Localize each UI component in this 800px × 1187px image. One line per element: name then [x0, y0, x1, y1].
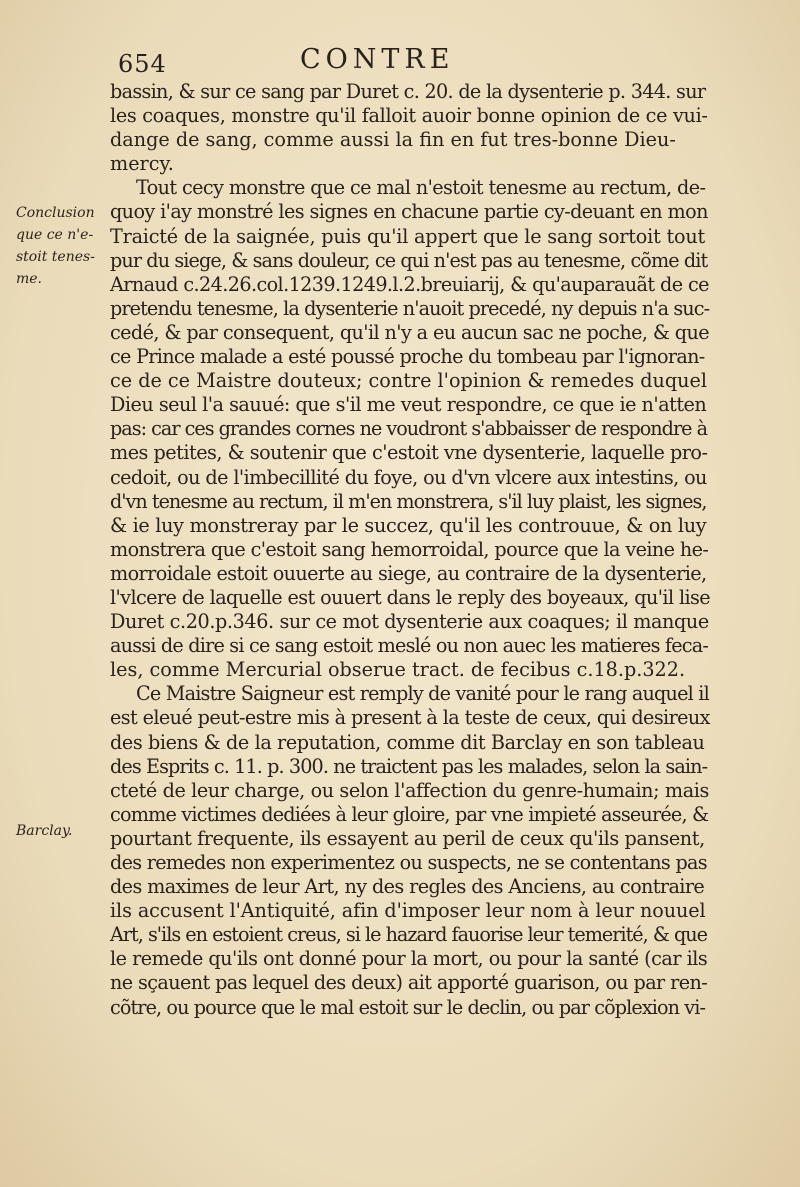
- text-line: ils accusent l'Antiquité, afin d'imposer leur nom à leur nouuel: [110, 899, 706, 923]
- text-line: bassin, & sur ce sang par Duret c. 20. de la dysenterie p. 344. sur: [110, 80, 706, 103]
- text-line: d'vn tenesme au rectum, il m'en monstrera, s'il luy plaist, les signes,: [110, 489, 707, 513]
- margin-note-line: stoit tenes-: [16, 249, 95, 265]
- text-line: ne sçauent pas lequel des deux) ait apporté guarison, ou par ren-: [110, 971, 708, 995]
- text-line: des maximes de leur Art, ny des regles des Anciens, au contraire: [110, 875, 705, 899]
- page-number: 654: [118, 50, 167, 78]
- text-line: monstrera que c'estoit sang hemorroidal, pource que la veine he-: [110, 537, 709, 561]
- text-line: pourtant frequente, ils essayent au peril de ceux qu'ils pansent,: [110, 826, 705, 850]
- text-line: Dieu seul l'a sauué: que s'il me veut respondre, ce que ie n'atten: [110, 393, 707, 417]
- paragraph-first-line: Ce Maistre Saigneur est remply de vanité pour le rang auquel il: [136, 682, 709, 706]
- text-line: des biens & de la reputation, comme dit Barclay en son tableau: [110, 730, 705, 754]
- running-head: [0, 44, 800, 84]
- text-line: comme victimes dediées à leur gloire, par vne impieté asseurée, &: [110, 802, 709, 826]
- text-line: ce de ce Maistre douteux; contre l'opinion & remedes duquel: [110, 369, 708, 393]
- text-line: Arnaud c.24.26.col.1239.1249.l.2.breuiarij, & qu'auparauãt de ce: [110, 272, 709, 296]
- text-line: & ie luy monstreray par le succez, qu'il les controuue, & on luy: [110, 513, 707, 537]
- text-line: dange de sang, comme aussi la fin en fut tres-bonne Dieu-: [110, 128, 676, 152]
- margin-note-line: Barclay.: [16, 823, 73, 839]
- text-line: quoy i'ay monstré les signes en chacune partie cy-deuant en mon: [110, 200, 708, 224]
- text-line: morroidale estoit ouuerte au siege, au contraire de la dysenterie,: [110, 561, 707, 585]
- text-line: pretendu tenesme, la dysenterie n'auoit precedé, ny depuis n'a suc-: [110, 296, 710, 320]
- margin-note-conclusion: [16, 202, 102, 290]
- margin-note-line: que ce n'e-: [16, 227, 94, 243]
- text-line: mercy.: [110, 152, 174, 176]
- text-line: est eleué peut-estre mis à present à la teste de ceux, qui desireux: [110, 706, 710, 730]
- text-line: pas: car ces grandes cornes ne voudront s'abbaisser de respondre à: [110, 417, 708, 441]
- text-line: Traicté de la saignée, puis qu'il appert que le sang sortoit tout: [110, 224, 706, 248]
- text-line: le remede qu'ils ont donné pour la mort, ou pour la santé (car ils: [110, 947, 708, 971]
- text-line: aussi de dire si ce sang estoit meslé ou non auec les matieres feca-: [110, 634, 709, 658]
- text-line: ce Prince malade a esté poussé proche du tombeau par l'ignoran-: [110, 345, 705, 369]
- text-line: Duret c.20.p.346. sur ce mot dysenterie aux coaques; il manque: [110, 610, 709, 634]
- body-text: [110, 80, 710, 1020]
- text-line: cedé, & par consequent, qu'il n'y a eu aucun sac ne poche, & que: [110, 320, 710, 344]
- text-line: des Esprits c. 11. p. 300. ne traictent pas les malades, selon la sain-: [110, 754, 708, 778]
- text-line: pur du siege, & sans douleur, ce qui n'est pas au tenesme, cõme dit: [110, 248, 708, 272]
- text-line: des remedes non experimentez ou suspects, ne se contentans pas: [110, 851, 707, 874]
- margin-note-line: me.: [16, 271, 43, 287]
- text-line: cõtre, ou pource que le mal estoit sur le declin, ou par cõplexion vi-: [110, 995, 706, 1019]
- margin-note-barclay: [16, 820, 102, 842]
- paragraph-first-line: Tout cecy monstre que ce mal n'estoit tenesme au rectum, de-: [136, 176, 706, 200]
- text-line: mes petites, & soutenir que c'estoit vne dysenterie, laquelle pro-: [110, 441, 708, 465]
- margin-note-line: Conclusion: [16, 205, 95, 221]
- text-line: Art, s'ils en estoient creus, si le hazard fauorise leur temerité, & que: [110, 923, 708, 947]
- running-title: CONTRE: [300, 44, 455, 75]
- text-line: l'vlcere de laquelle est ouuert dans le reply des boyeaux, qu'il lise: [110, 585, 711, 609]
- text-line: les coaques, monstre qu'il falloit auoir bonne opinion de ce vui-: [110, 104, 708, 128]
- text-line: cteté de leur charge, ou selon l'affection du genre-humain; mais: [110, 778, 709, 802]
- text-line: les, comme Mercurial obserue tract. de fecibus c.18.p.322.: [110, 658, 686, 682]
- text-line: cedoit, ou de l'imbecillité du foye, ou d'vn vlcere aux intestins, ou: [110, 465, 707, 489]
